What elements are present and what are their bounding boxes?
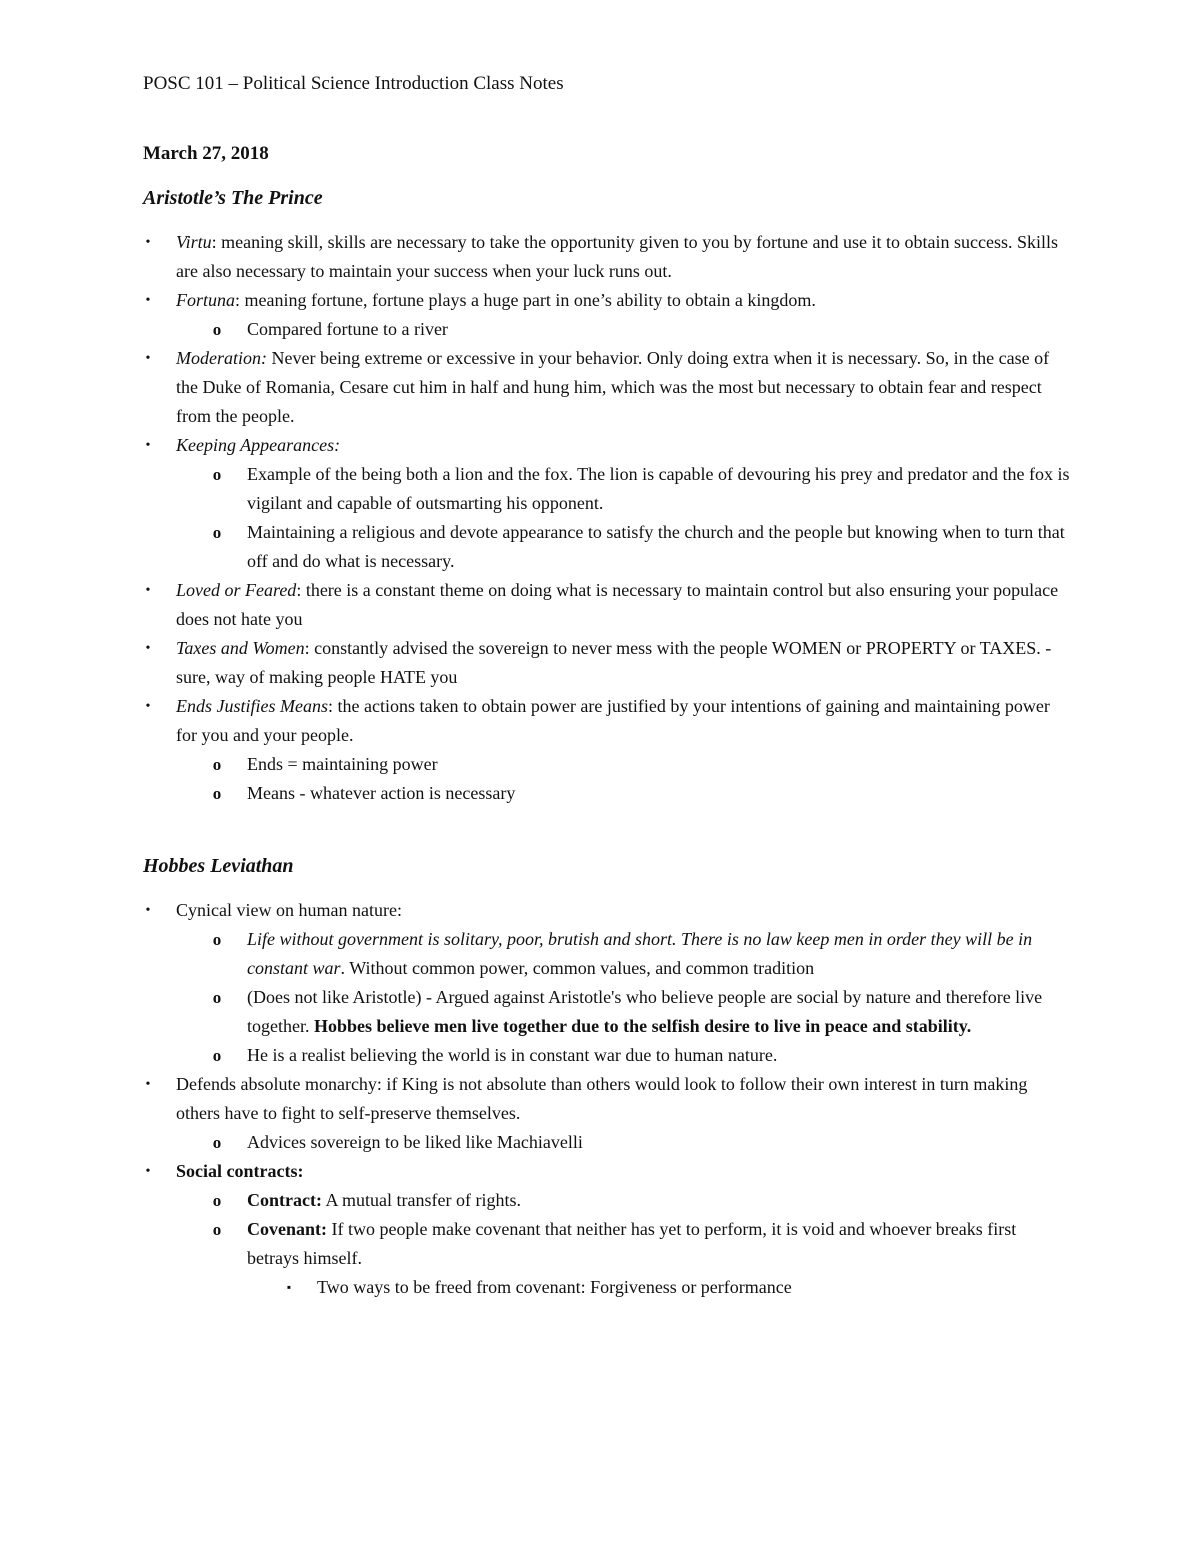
list-item-fortuna (0, 286, 1200, 315)
term-social-contracts: Social contracts: (176, 1161, 304, 1181)
circle-bullet-icon: o (212, 1046, 222, 1065)
term-virtu: Virtu (176, 232, 212, 252)
list-subitem-life-quote (0, 925, 1200, 983)
disc-bullet-icon: • (145, 1164, 151, 1179)
circle-bullet-icon: o (212, 523, 222, 542)
circle-bullet-icon: o (212, 1191, 222, 1210)
circle-bullet-icon: o (212, 988, 222, 1007)
freed-from-covenant-text: Two ways to be freed from covenant: Forgiveness or performance (317, 1277, 792, 1297)
loved-feared-text: : there is a constant theme on doing what is necessary to maintain control but also ensuring your populace does not hate you (176, 580, 1059, 629)
cynical-text: Cynical view on human nature: (176, 900, 402, 920)
religious-text: Maintaining a religious and devote appearance to satisfy the church and the people but knowing when to turn that off and do what is necessary. (247, 522, 1065, 571)
means-text: Means - whatever action is necessary (247, 783, 516, 803)
list-subitem-fortune-river (0, 315, 1200, 344)
circle-bullet-icon: o (212, 1220, 222, 1239)
square-bullet-icon: ▪ (286, 1280, 292, 1294)
covenant-text: If two people make covenant that neither has yet to perform, it is void and whoever breaks first betrays himself. (247, 1219, 1017, 1268)
machiavelli-text: Advices sovereign to be liked like Machiavelli (247, 1132, 583, 1152)
disc-bullet-icon: • (145, 1077, 151, 1092)
prince-notes-list (0, 228, 1200, 808)
ends-text: Ends = maintaining power (247, 754, 438, 774)
disc-bullet-icon: • (145, 641, 151, 656)
disc-bullet-icon: • (145, 699, 151, 714)
term-ends-means: Ends Justifies Means (176, 696, 328, 716)
section-heading-prince: Aristotle’s The Prince (143, 187, 323, 209)
list-item-social-contracts (0, 1157, 1200, 1186)
disc-bullet-icon: • (145, 583, 151, 598)
section-heading-hobbes: Hobbes Leviathan (143, 855, 294, 877)
virtu-text: : meaning skill, skills are necessary to take the opportunity given to you by fortune and use it to obtain success. Skills are also necessary to maintain your success when your luck runs out. (176, 232, 1059, 281)
list-subsubitem-freed-from-covenant (0, 1273, 1200, 1302)
moderation-text: Never being extreme or excessive in your behavior. Only doing extra when it is necessary. So, in the case of the Duke of Romania, Cesare cut him in half and hung him, which was the most but necessary to obtain fear and respect from the people. (176, 348, 1050, 426)
disc-bullet-icon: • (145, 903, 151, 918)
document-header: POSC 101 – Political Science Introduction Class Notes (143, 73, 564, 94)
life-quote-text: . Without common power, common values, and common tradition (340, 958, 815, 978)
disc-bullet-icon: • (145, 235, 151, 250)
contract-text: A mutual transfer of rights. (321, 1190, 521, 1210)
list-item-appearances (0, 431, 1200, 460)
ends-means-text: : the actions taken to obtain power are justified by your intentions of gaining and maintaining power for you and your people. (176, 696, 1050, 745)
absolute-monarchy-text: Defends absolute monarchy: if King is not absolute than others would look to follow their own interest in turn making others have to fight to self-preserve themselves. (176, 1074, 1028, 1123)
disc-bullet-icon: • (145, 351, 151, 366)
list-subitem-against-aristotle (0, 983, 1200, 1041)
term-loved-feared: Loved or Feared (176, 580, 297, 600)
list-subitem-realist (0, 1041, 1200, 1070)
list-item-ends-means (0, 692, 1200, 750)
list-item-cynical (0, 896, 1200, 925)
against-aristotle-text: (Does not like Aristotle) - Argued against Aristotle's who believe people are social by nature and therefore live together. (247, 987, 1043, 1036)
realist-text: He is a realist believing the world is in constant war due to human nature. (247, 1045, 778, 1065)
list-subitem-lion-fox (0, 460, 1200, 518)
circle-bullet-icon: o (212, 930, 222, 949)
circle-bullet-icon: o (212, 465, 222, 484)
list-item-taxes-women (0, 634, 1200, 692)
list-subitem-means (0, 779, 1200, 808)
list-subitem-religious (0, 518, 1200, 576)
note-date: March 27, 2018 (143, 143, 269, 164)
disc-bullet-icon: • (145, 293, 151, 308)
circle-bullet-icon: o (212, 755, 222, 774)
fortuna-text: : meaning fortune, fortune plays a huge part in one’s ability to obtain a kingdom. (235, 290, 816, 310)
circle-bullet-icon: o (212, 784, 222, 803)
circle-bullet-icon: o (212, 320, 222, 339)
taxes-women-text: : constantly advised the sovereign to never mess with the people WOMEN or PROPERTY or TAXES. - sure, way of making people HATE you (176, 638, 1052, 687)
against-aristotle-bold: Hobbes believe men live together due to the selfish desire to live in peace and stability. (313, 1016, 972, 1036)
term-taxes-women: Taxes and Women (176, 638, 305, 658)
life-quote-italic: Life without government is solitary, poor, brutish and short. There is no law keep men in order they will be in constant war (247, 929, 1033, 978)
list-item-moderation (0, 344, 1200, 431)
term-fortuna: Fortuna (176, 290, 236, 310)
list-subitem-machiavelli (0, 1128, 1200, 1157)
term-appearances: Keeping Appearances: (176, 435, 341, 455)
lion-fox-text: Example of the being both a lion and the fox. The lion is capable of devouring his prey and predator and the fox is vigilant and capable of outsmarting his opponent. (247, 464, 1070, 513)
list-subitem-ends (0, 750, 1200, 779)
term-moderation: Moderation: (176, 348, 267, 368)
list-subitem-contract (0, 1186, 1200, 1215)
list-item-loved-feared (0, 576, 1200, 634)
list-item-virtu (0, 228, 1200, 286)
disc-bullet-icon: • (145, 438, 151, 453)
hobbes-notes-list (0, 896, 1200, 1302)
term-contract: Contract: (247, 1190, 322, 1210)
term-covenant: Covenant: (247, 1219, 327, 1239)
list-subitem-covenant (0, 1215, 1200, 1273)
list-item-absolute-monarchy (0, 1070, 1200, 1128)
fortune-river-text: Compared fortune to a river (247, 319, 448, 339)
circle-bullet-icon: o (212, 1133, 222, 1152)
